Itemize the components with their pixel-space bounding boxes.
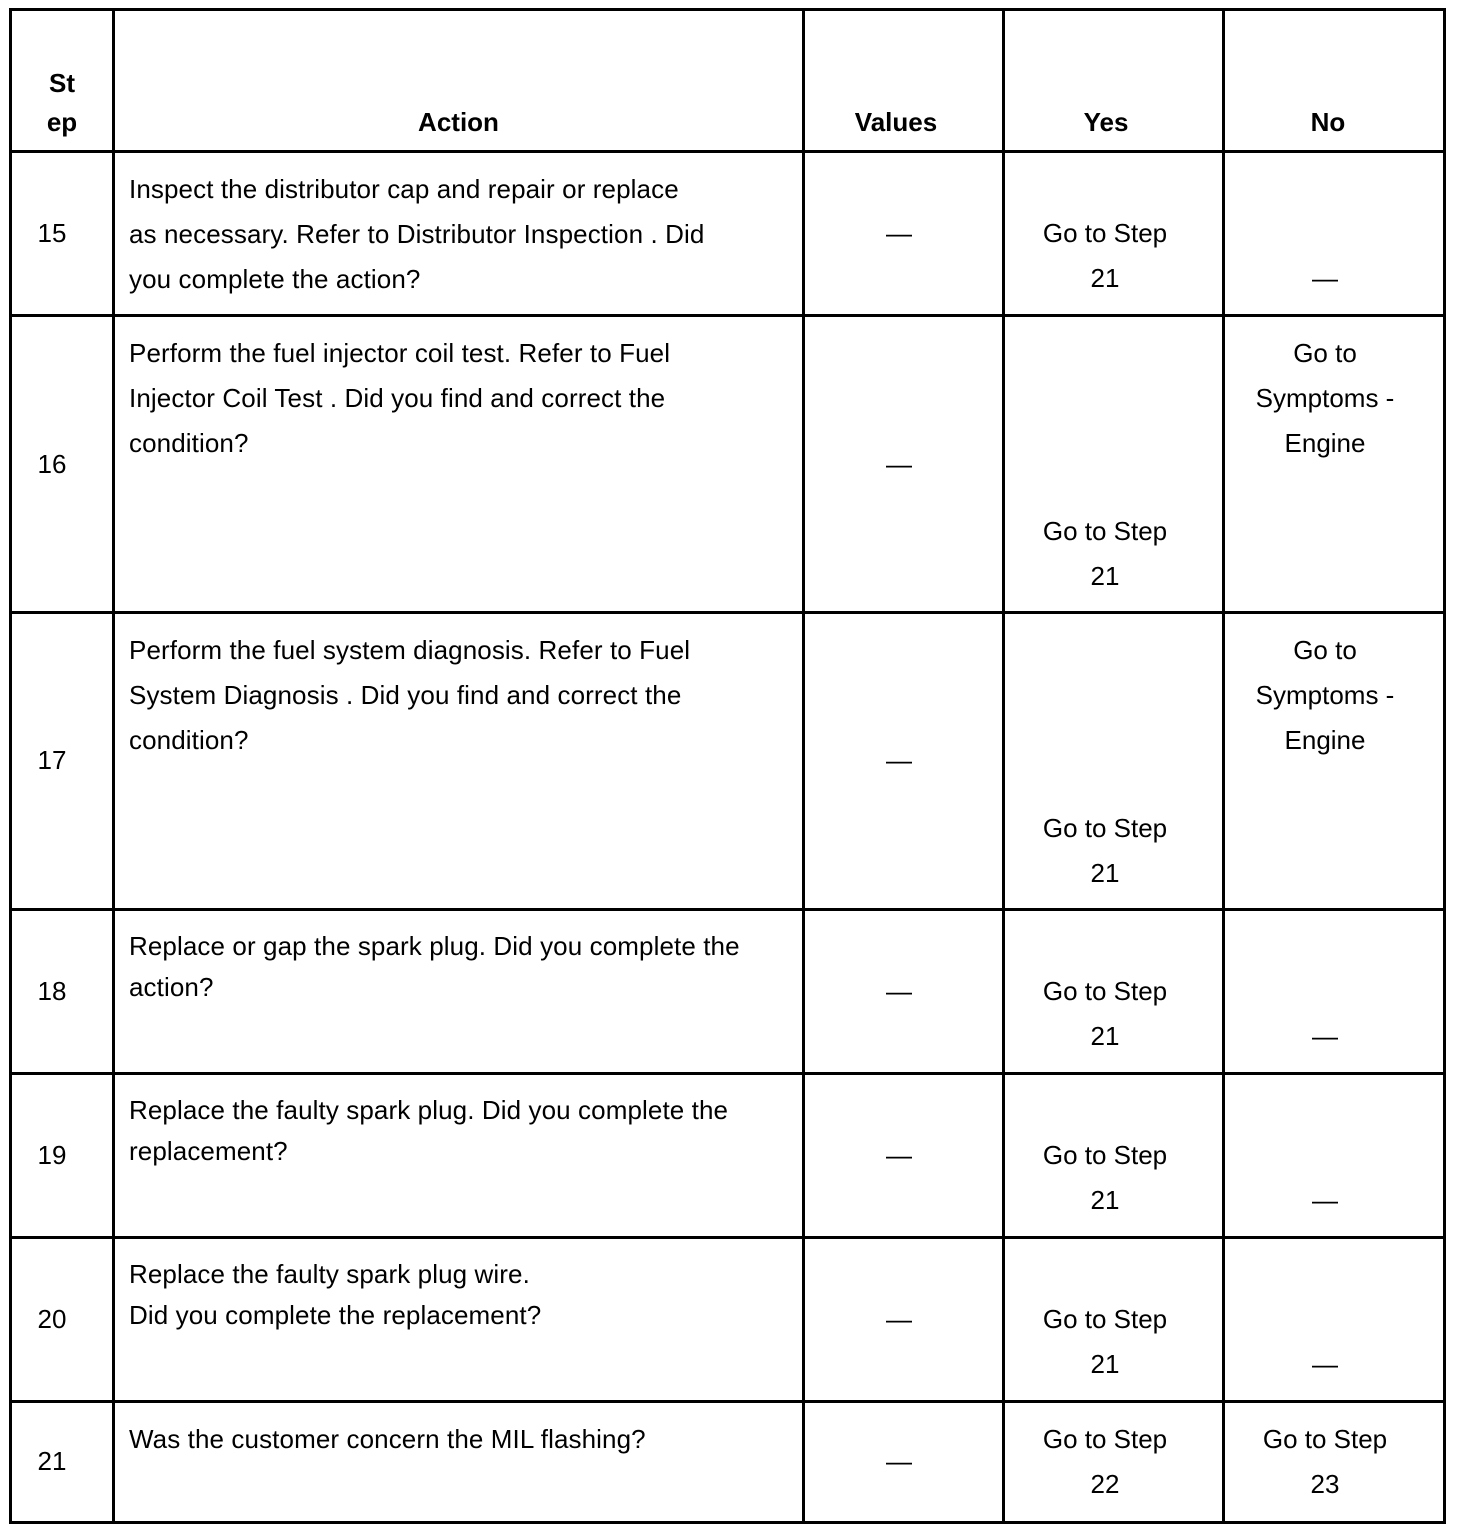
- table-row-action: Perform the fuel injector coil test. Refer to Fuel Injector Coil Test . Did you find and correct the condition?: [129, 338, 671, 458]
- table-border-right: [1443, 9, 1446, 1524]
- table-row-no: —: [1312, 1021, 1338, 1051]
- table-row-no: —: [1312, 1185, 1338, 1215]
- table-border-bottom: [9, 1521, 1446, 1524]
- row-divider: [9, 150, 1446, 153]
- table-row-values: —: [886, 1446, 912, 1476]
- table-row-yes: Go to Step 21: [1042, 976, 1168, 1051]
- table-row-no: —: [1312, 1349, 1338, 1379]
- column-divider: [112, 9, 115, 1524]
- row-divider: [9, 1400, 1446, 1403]
- table-row-step: 21: [37, 1446, 67, 1476]
- table-row-values: —: [886, 449, 912, 479]
- table-row-values: —: [886, 745, 912, 775]
- table-row-values: —: [886, 218, 912, 248]
- header-yes: Yes: [1083, 107, 1129, 137]
- table-row-values: —: [886, 976, 912, 1006]
- table-row-action: Replace the faulty spark plug. Did you complete the replacement?: [129, 1095, 729, 1166]
- table-row-step: 15: [37, 218, 67, 248]
- table-row-step: 20: [37, 1304, 67, 1334]
- table-row-values: —: [886, 1140, 912, 1170]
- header-no: No: [1310, 107, 1346, 137]
- row-divider: [9, 908, 1446, 911]
- table-row-yes: Go to Step 21: [1042, 516, 1168, 591]
- table-row-step: 19: [37, 1140, 67, 1170]
- header-values: Values: [854, 107, 938, 137]
- table-border-top: [9, 8, 1446, 11]
- table-row-yes: Go to Step 21: [1042, 1304, 1168, 1379]
- table-row-step: 17: [37, 745, 67, 775]
- table-row-step: 16: [37, 449, 67, 479]
- table-row-yes: Go to Step 22: [1042, 1424, 1168, 1499]
- table-row-action: Inspect the distributor cap and repair or replace as necessary. Refer to Distributor Inspection . Did you complete the action?: [129, 174, 705, 294]
- table-row-no: Go to Symptoms - Engine: [1255, 635, 1395, 755]
- table-row-action: Replace or gap the spark plug. Did you complete the action?: [129, 931, 740, 1002]
- table-row-action: Replace the faulty spark plug wire. Did you complete the replacement?: [129, 1259, 542, 1330]
- table-row-no: —: [1312, 263, 1338, 293]
- table-row-action: Perform the fuel system diagnosis. Refer to Fuel System Diagnosis . Did you find and correct the condition?: [129, 635, 691, 755]
- row-divider: [9, 1072, 1446, 1075]
- table-row-step: 18: [37, 976, 67, 1006]
- table-row-no: Go to Step 23: [1262, 1424, 1388, 1499]
- row-divider: [9, 314, 1446, 317]
- row-divider: [9, 611, 1446, 614]
- header-action: Action: [418, 107, 499, 137]
- table-row-action: Was the customer concern the MIL flashing?: [129, 1424, 646, 1454]
- table-row-yes: Go to Step 21: [1042, 813, 1168, 888]
- table-row-values: —: [886, 1304, 912, 1334]
- table-row-yes: Go to Step 21: [1042, 218, 1168, 293]
- table-row-yes: Go to Step 21: [1042, 1140, 1168, 1215]
- header-step: St ep: [46, 68, 78, 137]
- row-divider: [9, 1236, 1446, 1239]
- table-row-no: Go to Symptoms - Engine: [1255, 338, 1395, 458]
- column-divider: [1222, 9, 1225, 1524]
